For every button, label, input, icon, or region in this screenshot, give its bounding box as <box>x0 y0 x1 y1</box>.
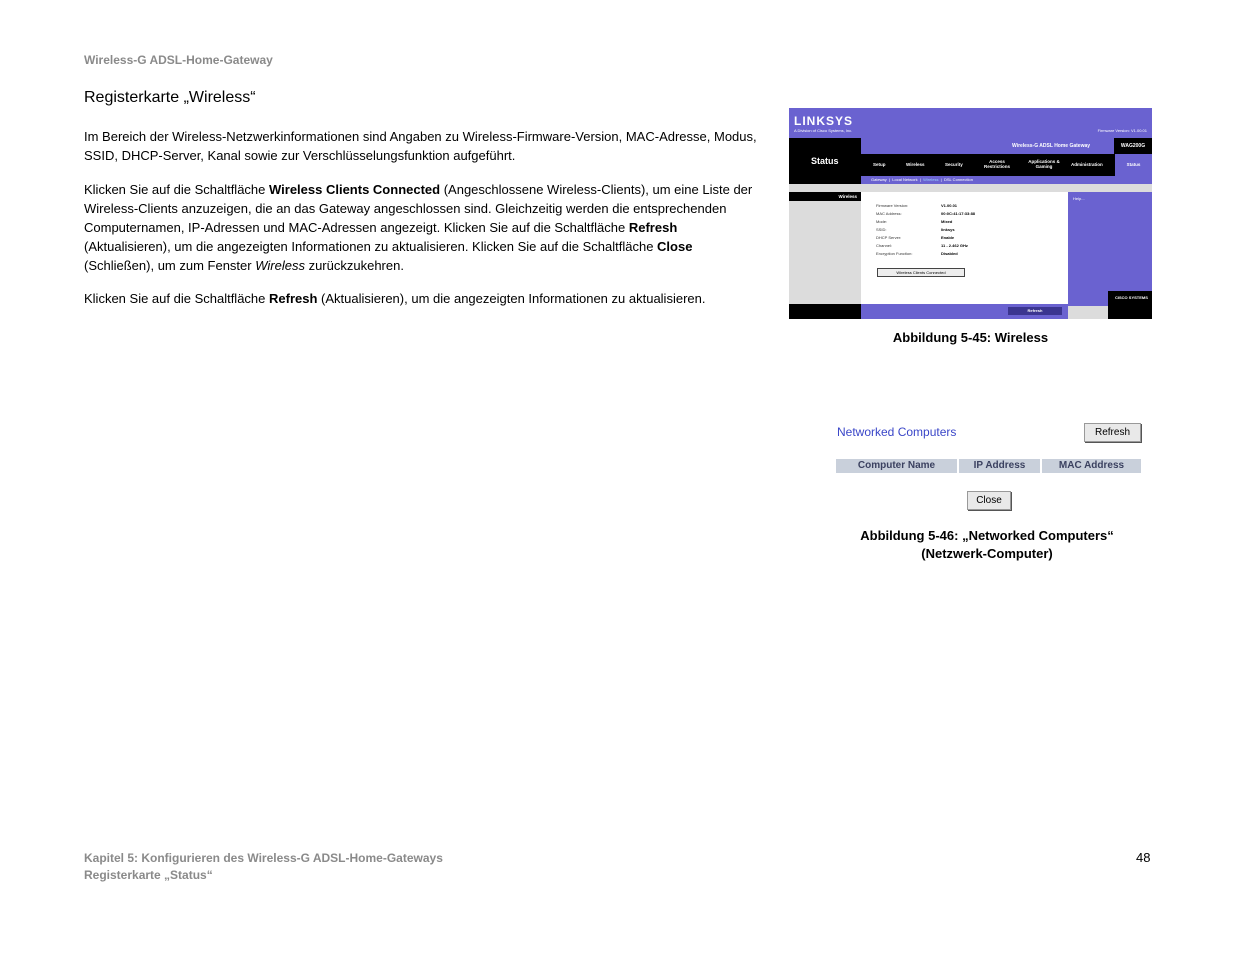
running-header: Wireless-G ADSL-Home-Gateway <box>84 53 273 67</box>
info-label: DHCP Server: <box>876 235 902 240</box>
p2-text-3: (Aktualisieren), um die angezeigten Informationen zu aktualisieren. Klicken Sie auf die Schaltfläche <box>84 239 658 254</box>
column-ip-address: IP Address <box>959 459 1042 473</box>
subnav-dsl-connection[interactable]: DSL Connection <box>943 177 973 182</box>
p3-text-1: Klicken Sie auf die Schaltfläche <box>84 291 269 306</box>
close-button[interactable]: Close <box>967 491 1011 510</box>
footer-chapter: Kapitel 5: Konfigurieren des Wireless-G ADSL-Home-Gateways <box>84 851 443 865</box>
status-label: Status <box>811 156 839 166</box>
subnav-local-network[interactable]: Local Network <box>892 177 918 182</box>
linksys-logo: LINKSYS <box>794 114 854 128</box>
caption-line-1: Abbildung 5-46: „Networked Computers“ <box>860 528 1114 543</box>
p2-italic-wireless: Wireless <box>255 258 305 273</box>
figure-5-45-caption: Abbildung 5-45: Wireless <box>892 330 1049 345</box>
paragraph-1: Im Bereich der Wireless-Netzwerkinformationen sind Angaben zu Wireless-Firmware-Version, MAC-Adresse, Modus, SSID, DHCP-Server, Kanal sowie zur Verschlüsselungsfunktion aufgeführt. <box>84 129 757 163</box>
info-label: Channel: <box>876 243 893 248</box>
section-title: Registerkarte „Wireless“ <box>84 89 256 106</box>
nav-tab-applications-gaming[interactable]: Applications & Gaming <box>1028 159 1060 169</box>
content-panel <box>861 192 1068 306</box>
info-label: Encryption Function: <box>876 251 913 256</box>
refresh-button[interactable]: Refresh <box>1008 307 1062 315</box>
info-value: Enable <box>941 235 955 240</box>
info-label: Mode: <box>876 219 888 224</box>
p3-bold-refresh: Refresh <box>269 291 318 306</box>
p2-text-5: zurückzukehren. <box>304 258 404 273</box>
figure-5-46-caption <box>789 527 1185 563</box>
bottom-left-bar <box>789 304 861 319</box>
nav-tab-status[interactable]: Status <box>1115 154 1152 176</box>
info-value: 00:0C:41:17:33:88 <box>941 211 976 216</box>
info-value: Disabled <box>941 251 958 256</box>
product-name: Wireless-G ADSL Home Gateway <box>1012 143 1091 149</box>
subnav-wireless[interactable]: Wireless <box>923 177 939 182</box>
p2-text-2: (Angeschlossene Wireless-Clients), um eine Liste der Wireless-Clients anzuzeigen, die an das Gateway angeschlossen sind. Gleichzeitig werden die entsprechenden Computernamen, IP-Adressen und MAC-Adressen angezeigt. Klicken Sie auf die Schaltfläche <box>84 182 753 235</box>
info-value: V1.00.01 <box>941 203 958 208</box>
paragraph-3 <box>84 289 764 308</box>
page-number: 48 <box>1136 850 1151 865</box>
nav-tab-security[interactable]: Security <box>945 162 963 167</box>
info-value: Mixed <box>941 219 953 224</box>
model-number: WAG200G <box>1114 138 1152 154</box>
networked-computers-screenshot <box>836 420 1142 512</box>
p2-bold-wireless-clients: Wireless Clients Connected <box>269 182 441 197</box>
networked-computers-title: Networked Computers <box>837 425 957 439</box>
nav-tab-administration[interactable]: Administration <box>1071 162 1103 167</box>
p2-text-1: Klicken Sie auf die Schaltfläche <box>84 182 269 197</box>
info-label: Firmware Version: <box>876 203 909 208</box>
info-value: linksys <box>941 227 955 232</box>
side-heading-wireless: Wireless <box>789 192 861 201</box>
nav-tab-access-restrictions[interactable]: Access Restrictions <box>983 159 1010 169</box>
caption-line-2: (Netzwerk-Computer) <box>921 546 1053 561</box>
nav-tab-setup[interactable]: Setup <box>873 162 886 167</box>
info-value: 11 - 2.462 GHz <box>941 243 968 248</box>
p2-text-4: (Schließen), um zum Fenster <box>84 258 256 273</box>
column-computer-name: Computer Name <box>836 459 959 473</box>
computers-table-header <box>836 459 1141 473</box>
logo-subtitle: A Division of Cisco Systems, Inc. <box>794 128 853 133</box>
p3-text-2: (Aktualisieren), um die angezeigten Informationen zu aktualisieren. <box>317 291 706 306</box>
firmware-version-label: Firmware Version: V1.00.01 <box>1097 128 1147 133</box>
help-link[interactable]: Help... <box>1073 196 1085 201</box>
subnav-gateway[interactable]: Gateway <box>871 177 887 182</box>
product-bar <box>861 138 1152 154</box>
footer-section: Registerkarte „Status“ <box>84 868 213 882</box>
p2-bold-refresh: Refresh <box>628 220 678 235</box>
info-label: SSID: <box>876 227 887 232</box>
wireless-clients-connected-button[interactable]: Wireless Clients Connected <box>877 268 965 277</box>
nav-tab-wireless[interactable]: Wireless <box>906 162 925 167</box>
info-label: MAC Address: <box>876 211 902 216</box>
cisco-logo: CISCO SYSTEMS <box>1115 295 1148 300</box>
p2-bold-close: Close <box>657 239 693 254</box>
help-panel <box>1068 192 1152 306</box>
refresh-button[interactable]: Refresh <box>1084 423 1141 442</box>
page-footer <box>84 850 443 884</box>
paragraph-2 <box>84 180 764 275</box>
wireless-status-screenshot <box>789 108 1152 319</box>
column-mac-address: MAC Address <box>1058 460 1125 471</box>
sub-nav: Gateway | Local Network | Wireless | DSL Connection <box>861 176 1152 184</box>
